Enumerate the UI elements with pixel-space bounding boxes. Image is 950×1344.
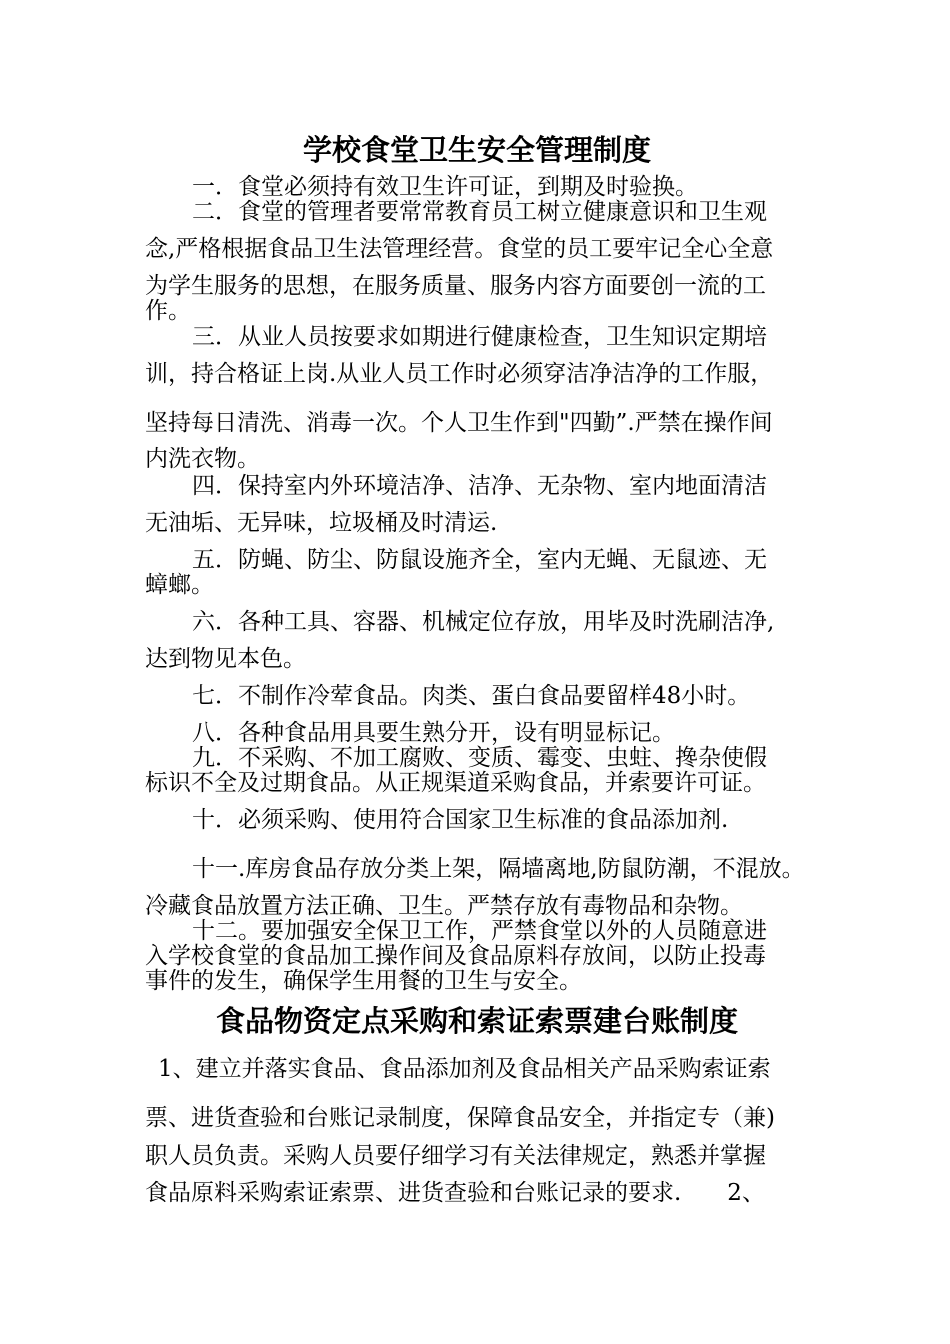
rule-6-line: 六．各种工具、容器、机械定位存放，用毕及时洗刷洁净, [192,609,775,635]
rule-12-line: 十二。要加强安全保卫工作，严禁食堂以外的人员随意进 [192,918,767,944]
rule-12-line: 事件的发生，确保学生用餐的卫生与安全。 [145,968,582,994]
rule-4-line: 无油垢、无异味，垃圾桶及时清运. [145,510,498,536]
rule-8-line: 八．各种食品用具要生熟分开，设有明显标记。 [192,720,675,746]
section-title: 食品物资定点采购和索证索票建台账制度 [216,1004,739,1038]
rule-3-line: 坚持每日清洗、消毒一次。个人卫生作到"四勤”.严禁在操作间 [145,410,773,436]
procurement-line: 食品原料采购索证索票、进货查验和台账记录的要求. 2、 [145,1180,765,1206]
rule-11-line: 冷藏食品放置方法正确、卫生。严禁存放有毒物品和杂物。 [145,893,743,919]
rule-10-line: 十．必须采购、使用符合国家卫生标准的食品添加剂. [192,807,729,833]
rule-1-line: 一．食堂必须持有效卫生许可证，到期及时验换。 [192,174,698,200]
rule-2-line: 作。 [145,298,191,324]
rule-4-line: 四．保持室内外环境洁净、洁净、无杂物、室内地面清洁 [192,473,767,499]
rule-6-line: 达到物见本色。 [145,646,306,672]
rule-2-line: 为学生服务的思想，在服务质量、服务内容方面要创一流的工 [145,273,766,299]
rule-9-line: 标识不全及过期食品。从正规渠道采购食品，并索要许可证。 [145,770,766,796]
procurement-line: 职人员负责。采购人员要仔细学习有关法律规定，熟悉并掌握 [145,1143,766,1169]
document-title: 学校食堂卫生安全管理制度 [303,133,652,167]
rule-3-line: 三．从业人员按要求如期进行健康检查，卫生知识定期培 [192,324,767,350]
rule-12-line: 入学校食堂的食品加工操作间及食品原料存放间，以防止投毒 [145,943,766,969]
rule-5-line: 蟑螂。 [145,572,214,598]
rule-3-line: 内洗衣物。 [145,446,260,472]
rule-5-line: 五．防蝇、防尘、防鼠设施齐全，室内无蝇、无鼠迹、无 [192,547,767,573]
rule-2-line: 二．食堂的管理者要常常教育员工树立健康意识和卫生观 [192,199,767,225]
rule-7-line: 七．不制作冷荤食品。肉类、蛋白食品要留样48小时。 [192,683,751,709]
procurement-line: 1、建立并落实食品、食品添加剂及食品相关产品采购索证索 [158,1056,771,1082]
rule-3-line: 训，持合格证上岗.从业人员工作时必须穿洁净洁净的工作服， [145,361,774,387]
rule-9-line: 九．不采购、不加工腐败、变质、霉变、虫蛀、搀杂使假 [192,745,767,771]
procurement-line: 票、进货查验和台账记录制度，保障食品安全，并指定专（兼) [145,1105,775,1131]
rule-11-line: 十一.库房食品存放分类上架，隔墙离地,防鼠防潮，不混放。 [192,856,805,882]
rule-2-line: 念,严格根据食品卫生法管理经营。食堂的员工要牢记全心全意 [145,236,774,262]
